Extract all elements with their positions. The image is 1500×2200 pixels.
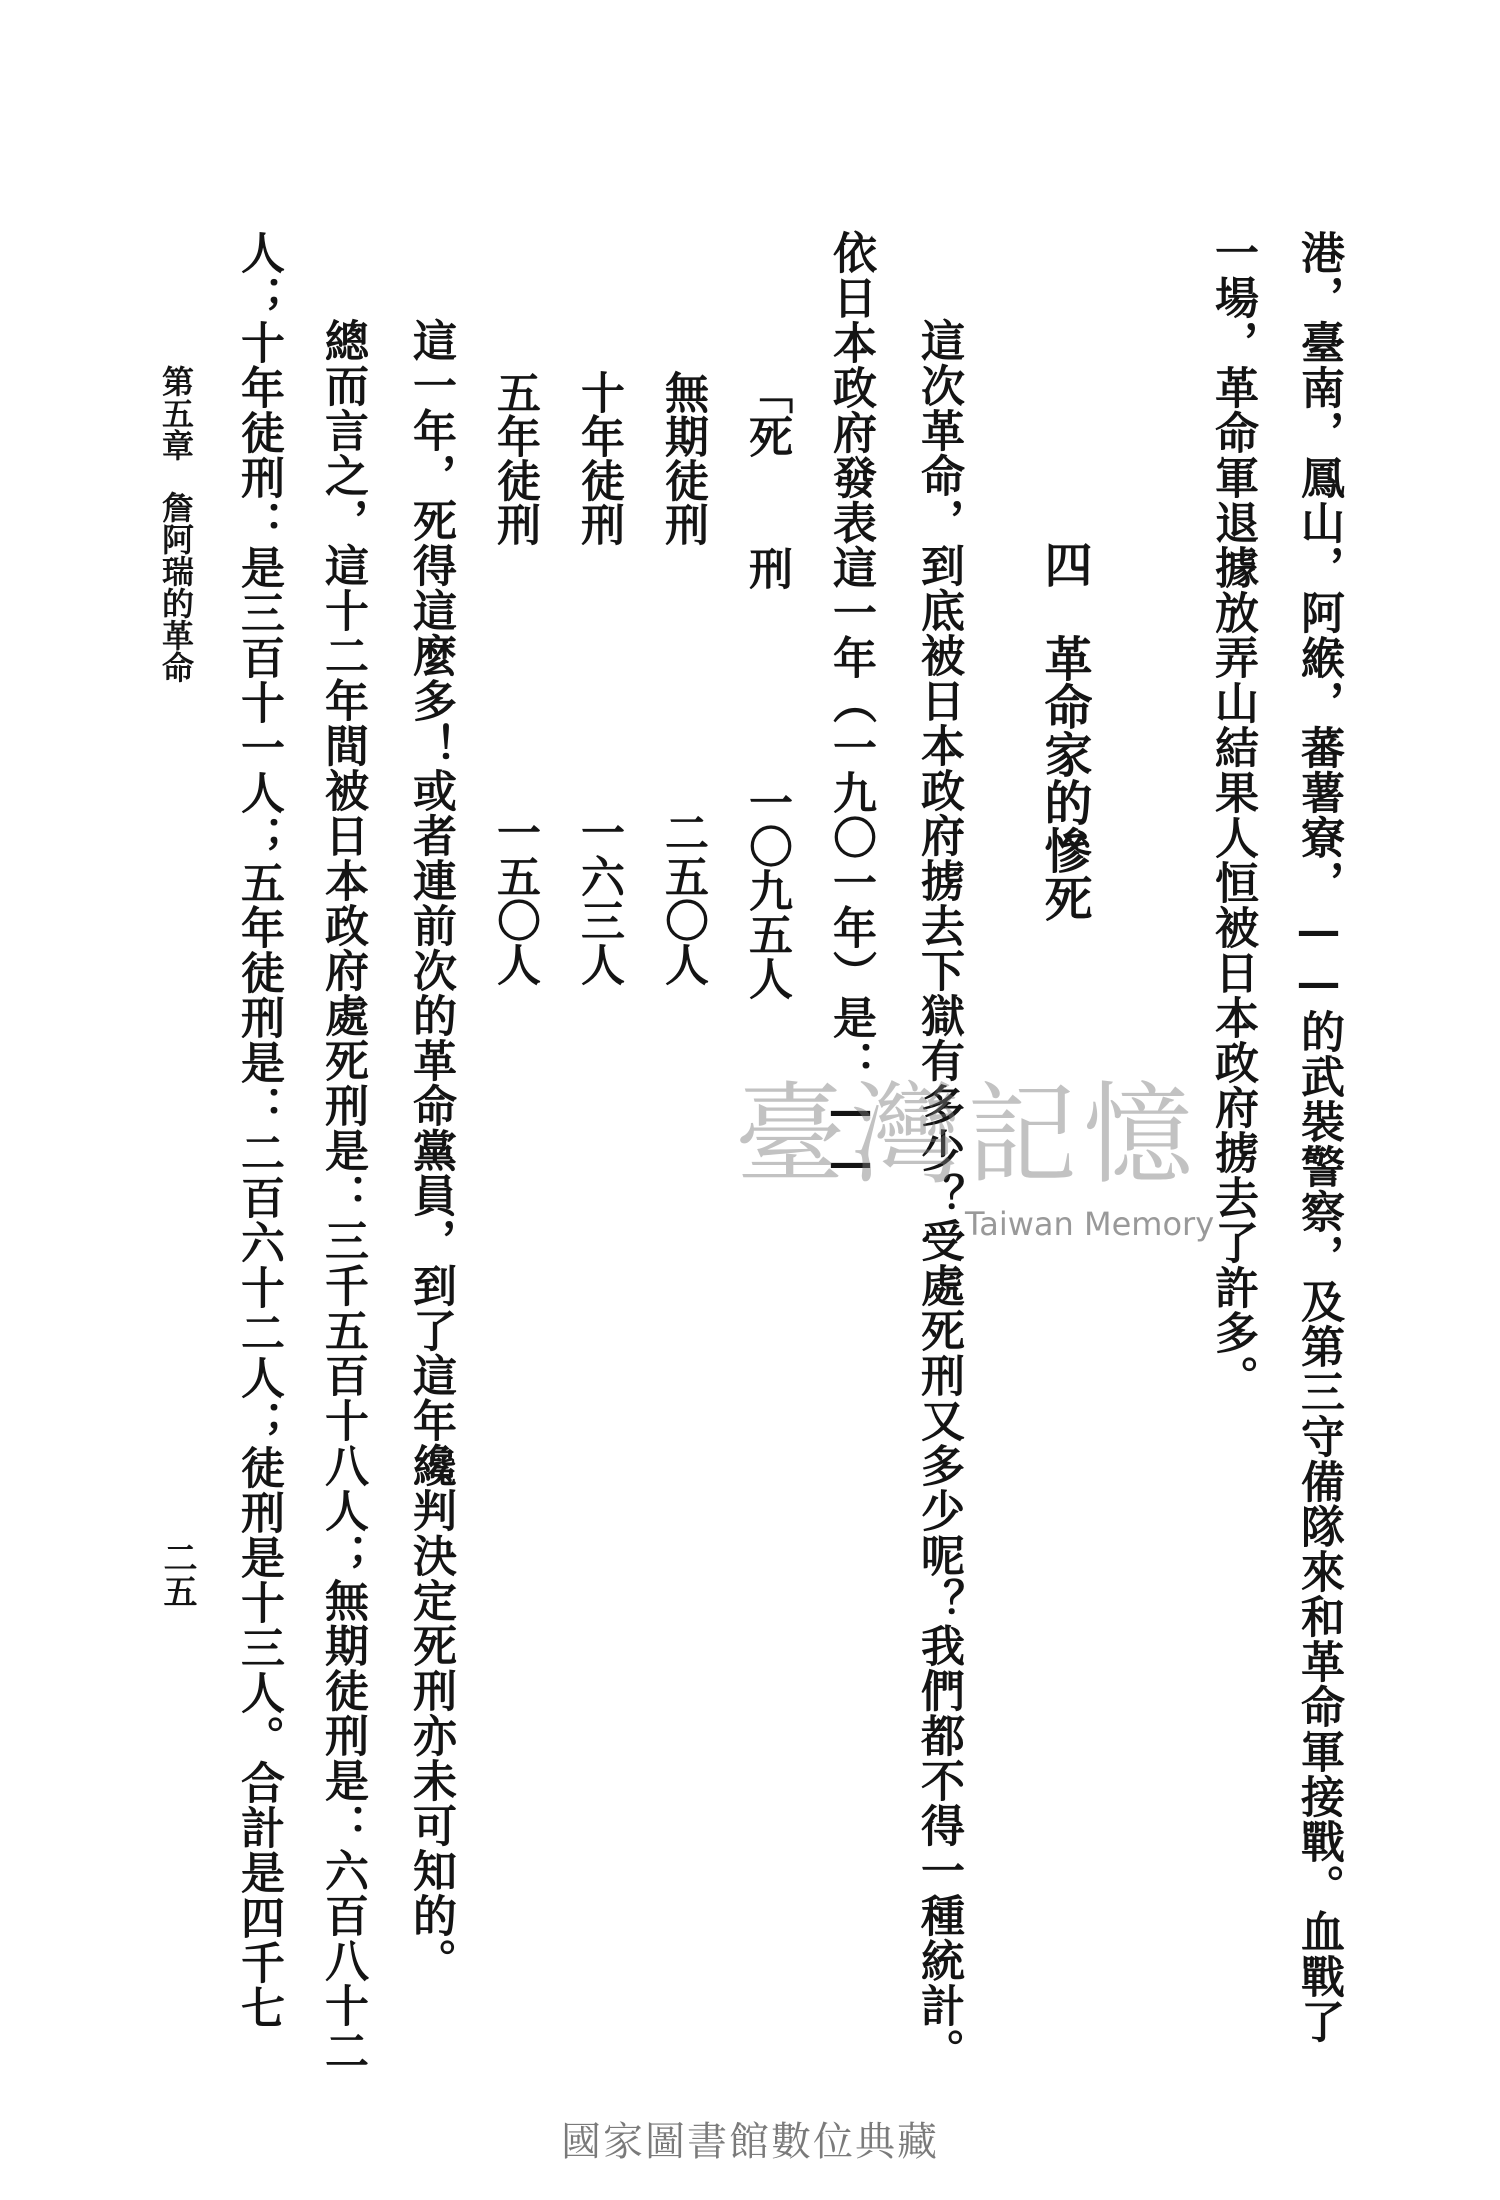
stats-label-death: 「死 刑 <box>741 370 792 590</box>
chapter-label: 第五章 <box>157 365 195 461</box>
archive-mark: 國家圖書館數位典藏 <box>561 2119 939 2165</box>
section-heading <box>1036 540 1092 922</box>
stats-value-life: 二五〇人 <box>657 810 708 986</box>
watermark-logo: 臺灣記憶 <box>735 1071 1199 1199</box>
section-title: 革命家的慘死 <box>1036 634 1092 922</box>
stats-label-five-year: 五年徒刑 <box>489 370 540 546</box>
chapter-title: 詹阿瑞的革命 <box>157 491 195 683</box>
text-column-7: 人；十年徒刑：是三百十一人；五年徒刑是：二百六十二人；徒刑是十三人。合計是四千七 <box>233 230 284 2030</box>
watermark-english: Taiwan Memory <box>965 1205 1215 1243</box>
text-column-2: 一場，革命軍退據放弄山結果人恒被日本政府掳去了許多。 <box>1207 230 1258 1400</box>
stats-value-death: 一〇九五人 <box>741 780 792 1000</box>
stats-value-ten-year: 一六三人 <box>573 810 624 986</box>
text-column-6: 總而言之，這十二年間被日本政府處死刑是：三千五百十八人；無期徒刑是：六百八十二 <box>317 318 368 2073</box>
text-column-4: 依日本政府發表這一年（一九〇一年）是：—— <box>825 230 876 1189</box>
running-footer <box>157 365 195 683</box>
section-number: 四 <box>1036 540 1092 588</box>
text-column-5: 這一年，死得這麼多！或者連前次的革命黨員，到了這年纔判決定死刑亦未可知的。 <box>405 318 456 1983</box>
page-number: 二五 <box>157 1540 197 1608</box>
text-column-3: 這次革命，到底被日本政府掳去下獄有多少？受處死刑又多少呢？我們都不得一種統計。 <box>913 318 964 2073</box>
text-column-1: 港，臺南，鳳山，阿緱，蕃薯寮，——的武裝警察，及第三守備隊來和革命軍接戰。血戰了 <box>1293 230 1344 2044</box>
stats-label-life: 無期徒刑 <box>657 370 708 546</box>
stats-value-five-year: 一五〇人 <box>489 810 540 986</box>
stats-label-ten-year: 十年徒刑 <box>573 370 624 546</box>
